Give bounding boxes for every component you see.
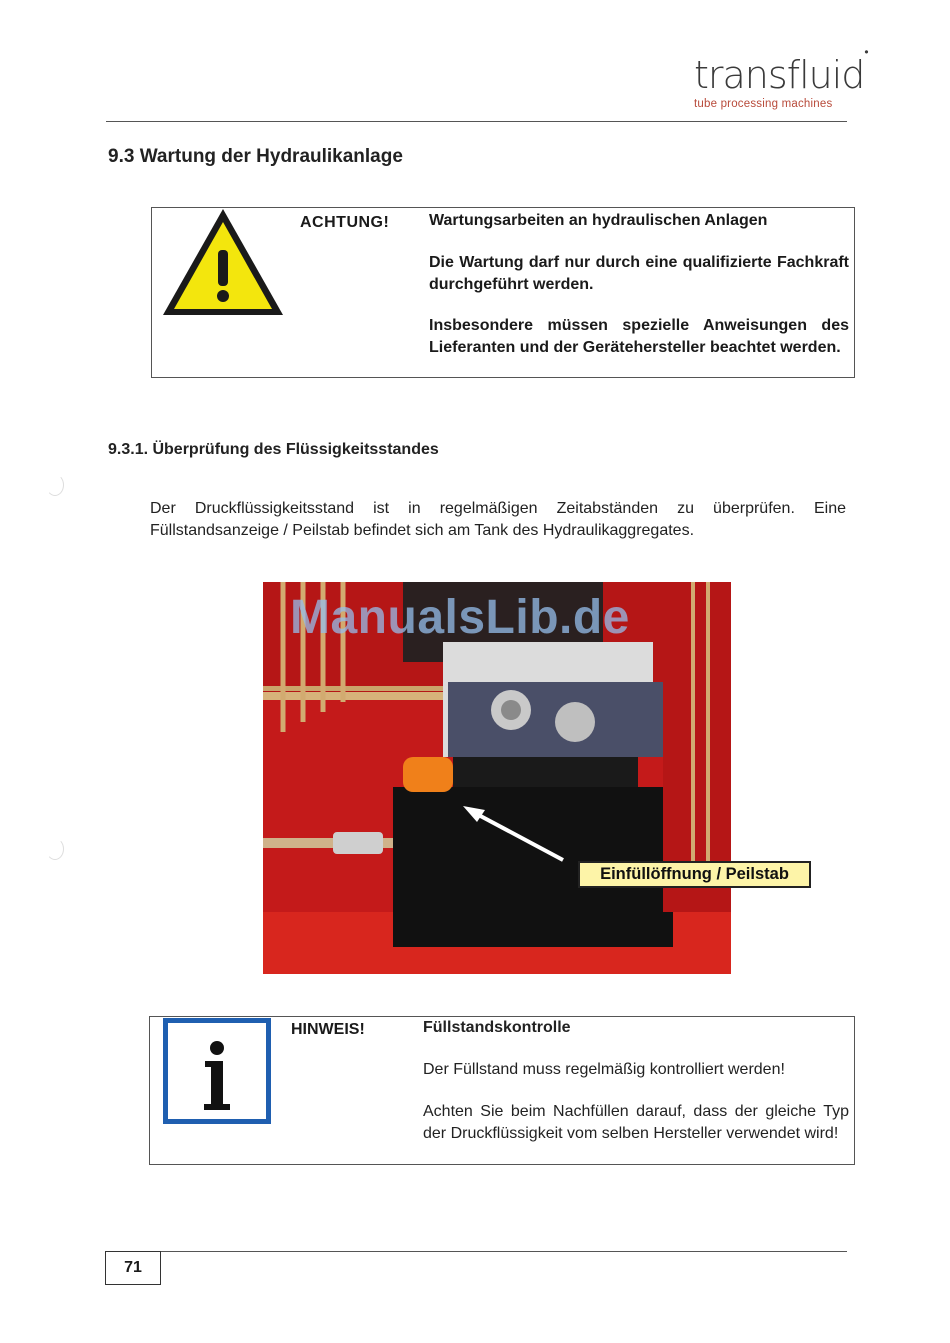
section-title: 9.3 Wartung der Hydraulikanlage [108, 146, 403, 167]
warning-title: Wartungsarbeiten an hydraulischen Anlagen [429, 212, 768, 229]
footer-divider [160, 1251, 847, 1252]
warning-label: ACHTUNG! [300, 214, 390, 231]
page-number: 71 [105, 1251, 161, 1285]
info-title: Füllstandskontrolle [423, 1019, 571, 1036]
photo-callout: Einfüllöffnung / Peilstab [578, 861, 811, 888]
warning-triangle-icon [160, 206, 286, 318]
punch-hole [46, 474, 64, 496]
info-paragraph-1: Der Füllstand muss regelmäßig kontrolliert werden! [423, 1061, 785, 1078]
brand-name: transfluid [694, 53, 865, 97]
warning-paragraph-2: Insbesondere müssen spezielle Anweisungen des Lieferanten und der Gerätehersteller beachtet werden. [429, 317, 849, 356]
info-label: HINWEIS! [291, 1021, 365, 1038]
brand-logo [694, 45, 868, 97]
info-icon [162, 1017, 272, 1125]
body-paragraph: Der Druckflüssigkeitsstand ist in regelmäßigen Zeitabständen zu überprüfen. Eine Füllstandsanzeige / Peilstab befindet sich am Tank des Hydraulikaggregates. [150, 500, 846, 539]
warning-paragraph-1: Die Wartung darf nur durch eine qualifizierte Fachkraft durchgeführt werden. [429, 254, 849, 293]
info-paragraph-2: Achten Sie beim Nachfüllen darauf, dass der gleiche Typ der Druckflüssigkeit vom selben Hersteller verwendet wird! [423, 1103, 849, 1142]
watermark: ManualsLib.de [290, 591, 630, 644]
brand-tagline: tube processing machines [694, 98, 833, 110]
punch-hole [46, 838, 64, 860]
subsection-title: 9.3.1. Überprüfung des Flüssigkeitsstandes [108, 441, 439, 458]
header-divider [106, 121, 847, 122]
brand-mark: • [864, 45, 868, 60]
